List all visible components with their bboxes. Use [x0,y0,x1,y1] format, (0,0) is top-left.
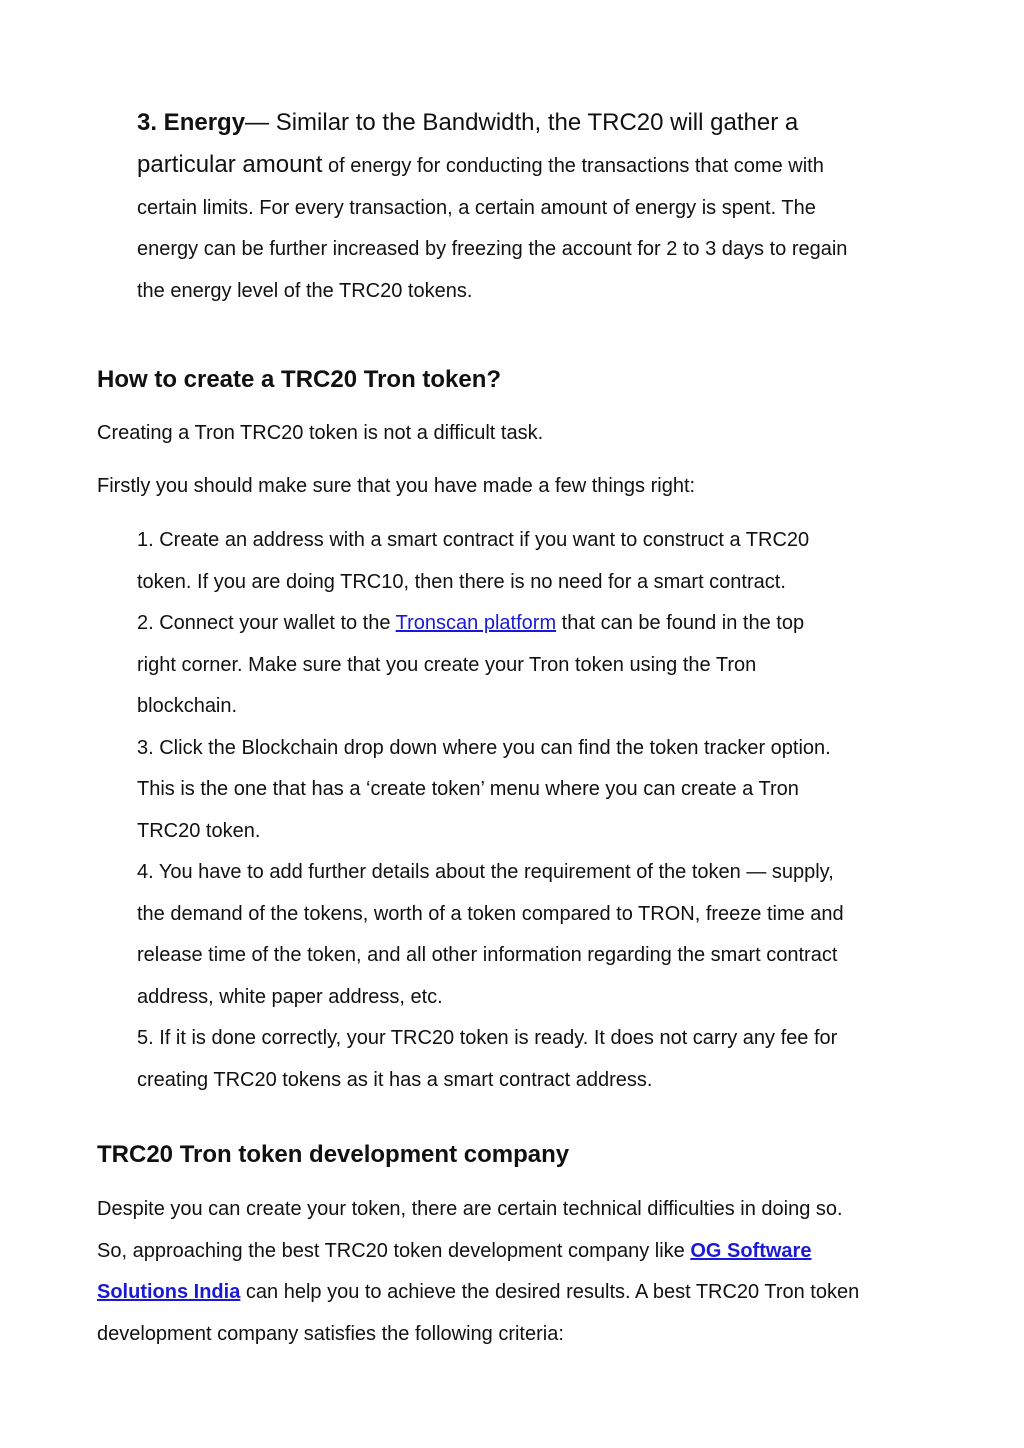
energy-lead-text-2: particular amount [137,151,323,178]
energy-number-title: 3. Energy [137,109,246,136]
company-line-3: Solutions India can help you to achieve the desired results. A best TRC20 Tron token [97,1281,860,1303]
company-line-1: Despite you can create your token, there are certain technical difficulties in doing so. [97,1198,843,1220]
step-5-line-1: 5. If it is done correctly, your TRC20 token is ready. It does not carry any fee for [137,1027,838,1049]
step-3-line-3: TRC20 token. [137,819,261,842]
step-1-line-2: token. If you are doing TRC10, then there is no need for a smart contract. [137,570,786,593]
tronscan-platform-link[interactable]: Tronscan platform [395,612,557,634]
step-4-line-2: the demand of the tokens, worth of a token compared to TRON, freeze time and [137,902,844,925]
step-2-line-2: right corner. Make sure that you create your Tron token using the Tron [137,653,757,676]
step-4-line-1: 4. You have to add further details about the requirement of the token — supply, [137,861,834,883]
energy-text-3: energy can be further increased by freezing the account for 2 to 3 days to regain [137,238,848,260]
company-line-4: development company satisfies the following criteria: [97,1322,564,1345]
energy-item [137,102,937,312]
energy-text-2: certain limits. For every transaction, a certain amount of energy is spent. The [137,196,816,219]
og-software-link-part-1[interactable]: OG Software [690,1239,812,1262]
section-heading-company: TRC20 Tron token development company [97,1141,570,1168]
company-line-2: So, approaching the best TRC20 token development company like OG Software [97,1239,812,1262]
step-2-line-3: blockchain. [137,695,238,717]
step-3-line-2: This is the one that has a ‘create token’ menu where you can create a Tron [137,778,799,800]
create-intro: Creating a Tron TRC20 token is not a difficult task. [97,422,544,444]
energy-text-4: the energy level of the TRC20 tokens. [137,279,473,302]
energy-lead-text: — Similar to the Bandwidth, the TRC20 will gather a [245,109,799,136]
og-software-link-part-2[interactable]: Solutions India [97,1281,241,1303]
step-5-line-2: creating TRC20 tokens as it has a smart contract address. [137,1068,653,1091]
step-4-line-4: address, white paper address, etc. [137,985,443,1008]
company-paragraph [97,1189,937,1355]
create-lead: Firstly you should make sure that you have made a few things right: [97,475,696,497]
step-3-line-1: 3. Click the Blockchain drop down where you can find the token tracker option. [137,736,831,759]
step-4-line-3: release time of the token, and all other information regarding the smart contract [137,944,838,966]
step-1-line-1: 1. Create an address with a smart contract if you want to construct a TRC20 [137,529,810,551]
section-heading-create: How to create a TRC20 Tron token? [97,366,502,393]
step-2-line-1: 2. Connect your wallet to the Tronscan platform that can be found in the top [137,612,805,634]
steps-list [137,520,937,1101]
energy-text-1: of energy for conducting the transactions that come with [322,155,824,177]
